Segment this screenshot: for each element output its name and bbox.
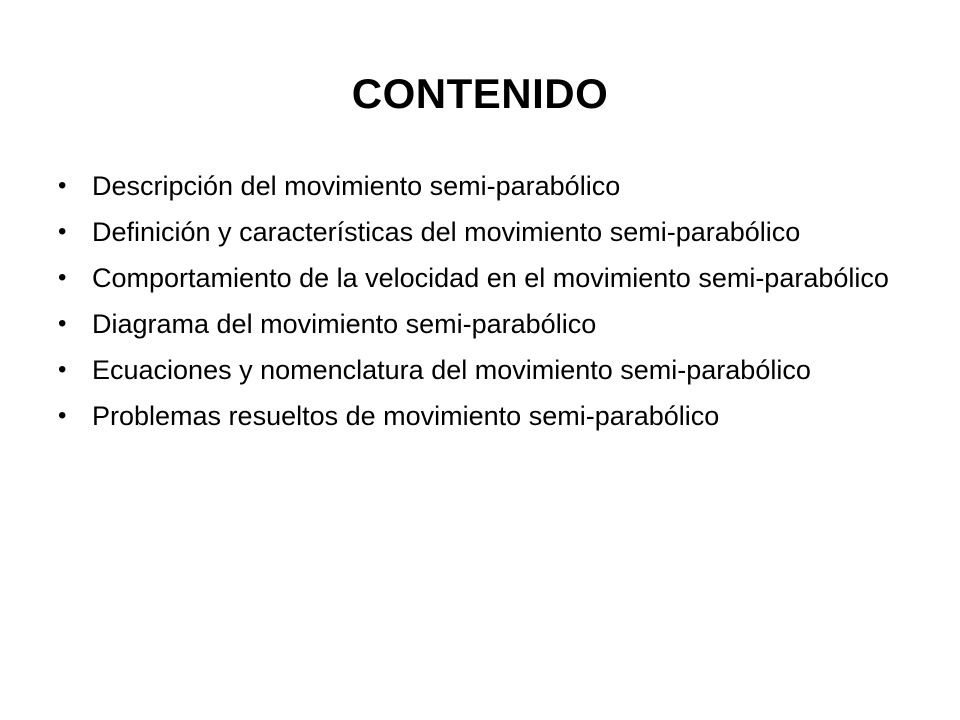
bullet-icon: •	[58, 356, 67, 383]
content-list	[56, 170, 908, 446]
list-item	[56, 216, 908, 248]
list-item	[56, 354, 908, 386]
bullet-icon: •	[58, 264, 67, 291]
list-item-text: Comportamiento de la velocidad en el movimiento semi-parabólico	[92, 263, 889, 293]
bullet-icon: •	[58, 310, 67, 337]
list-item-text: Descripción del movimiento semi-parabólico	[92, 171, 621, 201]
list-item-text: Definición y características del movimiento semi-parabólico	[92, 217, 801, 247]
list-item-text: Problemas resueltos de movimiento semi-parabólico	[92, 401, 720, 431]
list-item-text: Ecuaciones y nomenclatura del movimiento semi-parabólico	[92, 355, 811, 385]
list-item	[56, 400, 908, 432]
list-item	[56, 308, 908, 340]
list-item	[56, 262, 908, 294]
bullet-icon: •	[58, 218, 67, 245]
list-item-text: Diagrama del movimiento semi-parabólico	[92, 309, 597, 339]
bullet-icon: •	[58, 402, 67, 429]
slide-title: CONTENIDO	[351, 70, 609, 117]
list-item	[56, 170, 908, 202]
bullet-icon: •	[58, 172, 67, 199]
